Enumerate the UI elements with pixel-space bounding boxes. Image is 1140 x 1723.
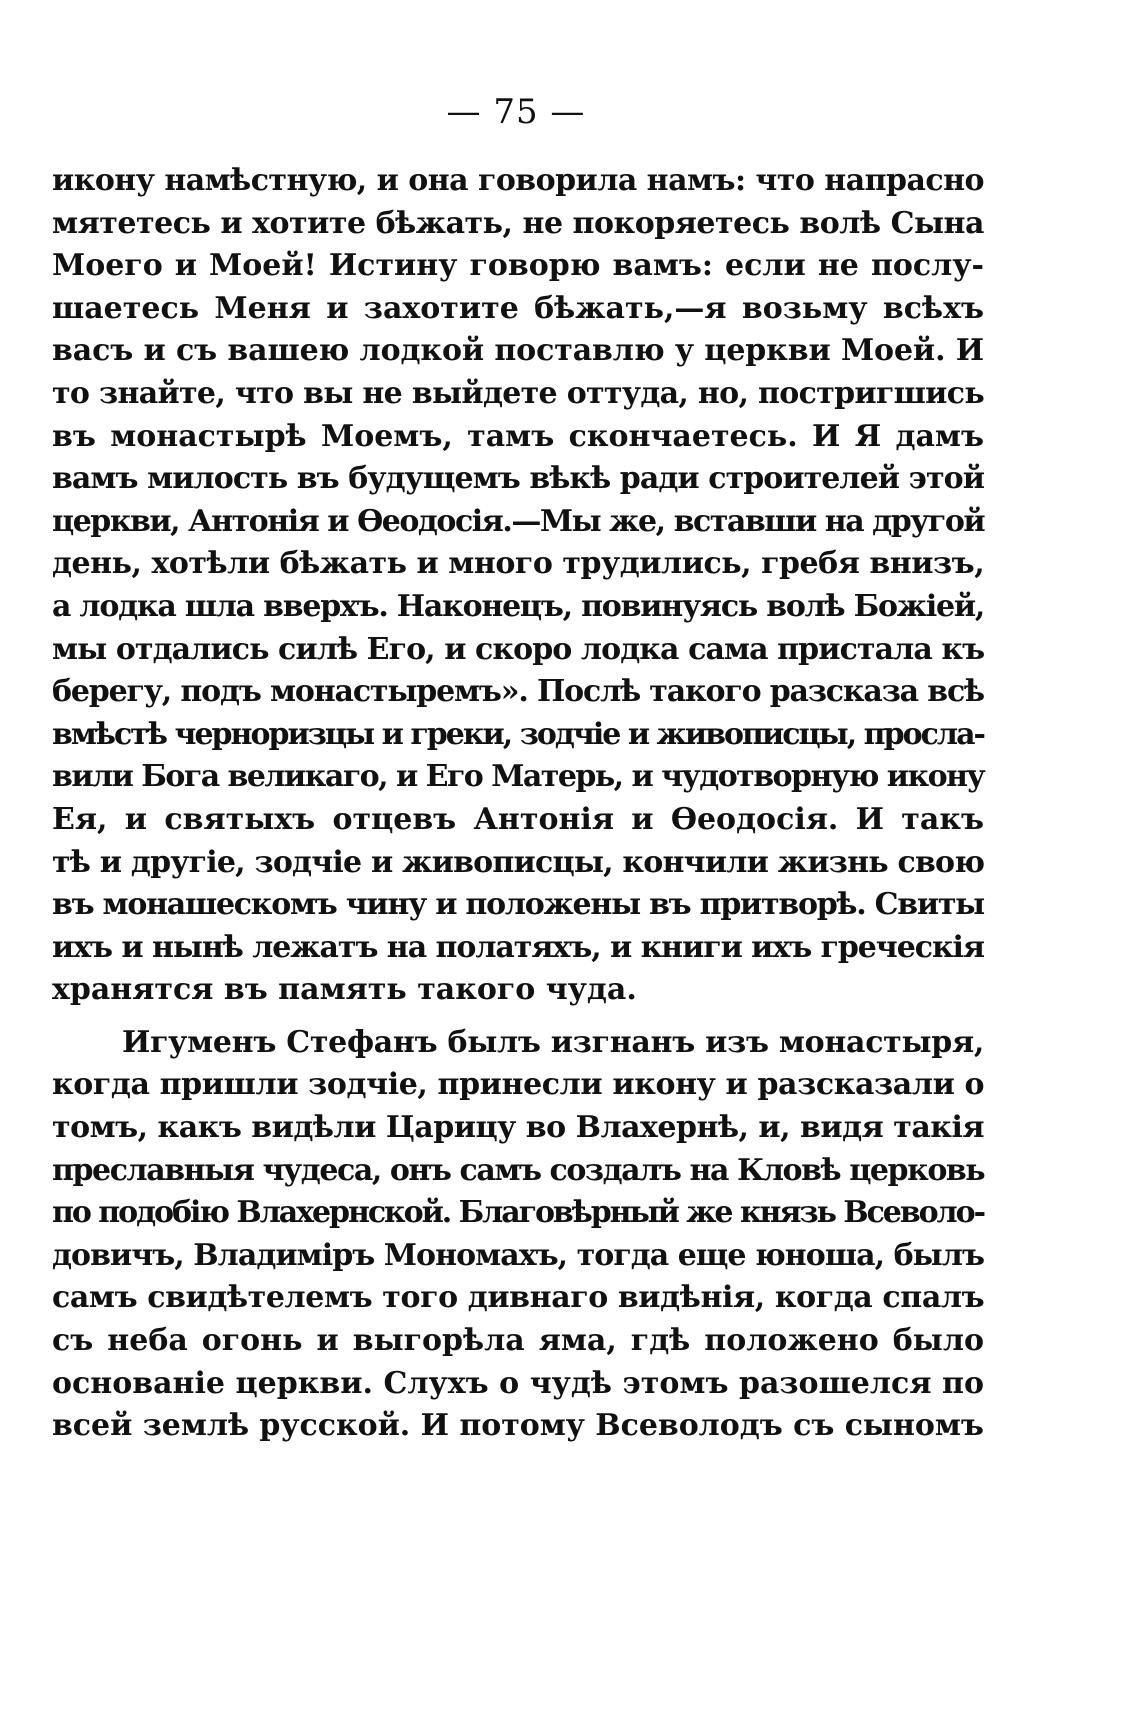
text-line: берегу, подъ монастыремъ». Послѣ такого разсказа всѣ bbox=[52, 674, 984, 710]
text-line: всей землѣ русской. И потому Всеволодъ съ сыномъ bbox=[52, 1408, 984, 1444]
text-line: вамъ милость въ будущемъ вѣкѣ ради строителей этой bbox=[52, 461, 984, 497]
text-line: преславныя чудеса, онъ самъ создалъ на Кловѣ церковь bbox=[52, 1152, 985, 1188]
text-line: васъ и съ вашею лодкой поставлю у церкви Моей. И bbox=[52, 333, 984, 369]
text-line: по подобію Влахернской. Благовѣрный же князь Всеволо- bbox=[52, 1195, 984, 1231]
paragraph-gap bbox=[52, 1012, 984, 1022]
text-line: въ монастырѣ Моемъ, тамъ скончаетесь. И Я дамъ bbox=[52, 418, 984, 454]
text-line: довичъ, Владиміръ Мономахъ, тогда еще юноша, былъ bbox=[52, 1237, 984, 1273]
text-line: Игуменъ Стефанъ былъ изгнанъ изъ монастыря, bbox=[122, 1024, 985, 1060]
text-line: шаетесь Меня и захотите бѣжать,—я возьму всѣхъ bbox=[52, 290, 984, 326]
text-line: мы отдались силѣ Его, и скоро лодка сама пристала къ bbox=[52, 631, 985, 667]
text-line: икону намѣстную, и она говорила намъ: что напрасно bbox=[52, 163, 984, 198]
text-line: самъ свидѣтелемъ того дивнаго видѣнія, когда спалъ bbox=[52, 1280, 985, 1316]
paragraph bbox=[52, 160, 984, 1012]
text-line: Моего и Моей! Истину говорю вамъ: если не послу- bbox=[52, 248, 984, 284]
text-line: вмѣстѣ черноризцы и греки, зодчіе и живописцы, просла- bbox=[52, 716, 984, 752]
text-line: тѣ и другіе, зодчіе и живописцы, кончили жизнь свою bbox=[52, 844, 985, 880]
text-line: основаніе церкви. Слухъ о чудѣ этомъ разошелся по bbox=[52, 1365, 984, 1401]
text-line: то знайте, что вы не выйдете оттуда, но, постригшись bbox=[52, 375, 984, 411]
text-line: въ монашескомъ чину и положены въ притворѣ. Свиты bbox=[52, 887, 984, 923]
text-line: когда пришли зодчіе, принесли икону и разсказали о bbox=[52, 1067, 985, 1103]
text-line: день, хотѣли бѣжать и много трудились, гребя внизъ, bbox=[52, 546, 985, 582]
page-number: — 75 — bbox=[446, 92, 586, 132]
text-line: мятетесь и хотите бѣжать, не покоряетесь волѣ Сына bbox=[52, 205, 984, 241]
text-line: хранятся въ память такого чуда. bbox=[52, 972, 637, 1008]
text-line: ихъ и нынѣ лежатъ на полатяхъ, и книги ихъ греческія bbox=[52, 929, 984, 965]
text-line: Ея, и святыхъ отцевъ Антонія и Ѳеодосія. И такъ bbox=[52, 801, 984, 837]
text-line: церкви, Антонія и Ѳеодосія.—Мы же, вставши на другой bbox=[52, 503, 985, 539]
text-line: томъ, какъ видѣли Царицу во Влахернѣ, и, видя такія bbox=[52, 1110, 985, 1146]
text-line: а лодка шла вверхъ. Наконецъ, повинуясь волѣ Божіей, bbox=[52, 588, 985, 624]
body-text bbox=[52, 160, 984, 1448]
paragraph bbox=[52, 1022, 984, 1448]
text-line: съ неба огонь и выгорѣла яма, гдѣ положено было bbox=[52, 1323, 984, 1359]
text-line: вили Бога великаго, и Его Матерь, и чудотворную икону bbox=[52, 759, 985, 795]
